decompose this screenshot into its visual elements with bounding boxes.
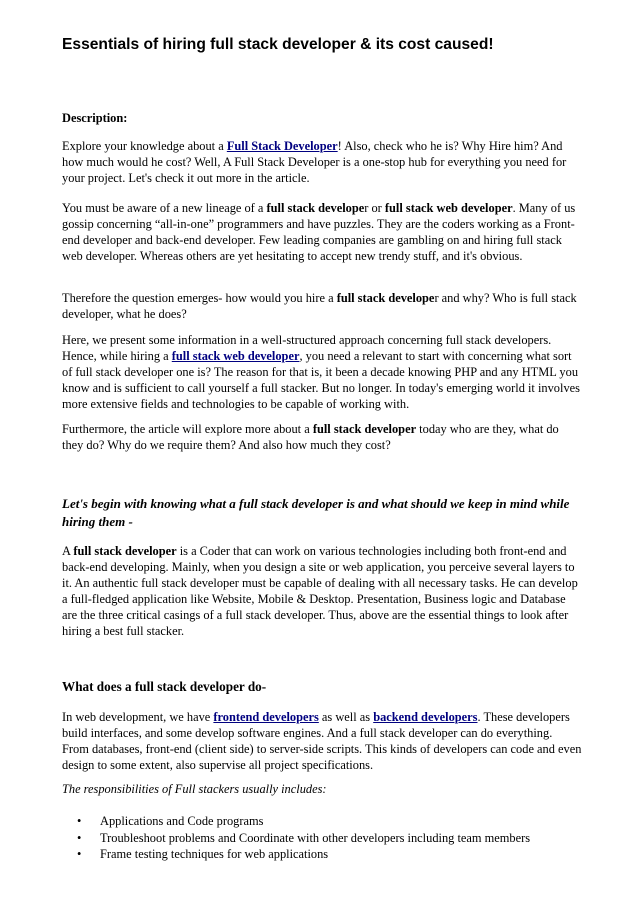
paragraph-definition	[62, 543, 582, 639]
bold-term: full stack develope	[266, 201, 365, 215]
bullet-icon: •	[77, 847, 82, 861]
text-span: Therefore the question emerges- how would you hire a	[62, 291, 337, 305]
text-span: today who are they, what do they do? Why do we require them? And also how much they cost?	[62, 422, 559, 452]
responsibilities-intro: The responsibilities of Full stackers usually includes:	[62, 782, 327, 796]
backend-developers-link[interactable]: backend developers	[373, 710, 478, 724]
text-span: A	[62, 544, 74, 558]
text-span: Here, we present some information in a well-structured approach concerning full stack developers. Hence, while hiring a	[62, 333, 552, 363]
paragraph-web-development	[62, 709, 582, 773]
text-span: Explore your knowledge about a	[62, 139, 227, 153]
bold-term: full stack develope	[336, 291, 435, 305]
text-span: ! Also, check who he is? Why Hire him? And how much would he cost? Well, A Full Stack Developer is a one-stop hub for everything you need for your project. Let's check it out more in the article.	[62, 139, 567, 185]
bold-term: full stack developer	[73, 544, 177, 558]
text-span: In web development, we have	[62, 710, 214, 724]
text-span: r or	[364, 201, 385, 215]
bullet-icon: •	[77, 814, 82, 828]
list-item	[62, 846, 582, 863]
paragraph-information	[62, 332, 582, 412]
bold-term: full stack developer	[312, 422, 417, 436]
text-span: . Many of us gossip concerning “all-in-one” programmers and have puzzles. They are the coders working as a Front-end developer and back-end developer. Few leading companies are gambling on and hiring full stack web developer. Whereas others are yet hesitating to accept new trendy stuff, and it's obvious.	[62, 201, 576, 263]
paragraph-furthermore	[62, 421, 582, 453]
text-span: You must be aware of a new lineage of a	[62, 201, 267, 215]
text-span: , you need a relevant to start with concerning what sort of full stack developer one is? The reason for that is, it been a decade knowing PHP and any HTML you know and is sufficient to call yourself a full stacker. But no longer. In today's emerging world it involves more extensive fields and technologies to be capable of working with.	[62, 349, 580, 411]
section-heading-knowing: Let's begin with knowing what a full stack developer is and what should we keep in mind while hiring them -	[62, 496, 570, 529]
list-item	[62, 830, 582, 847]
section-heading-what-does: What does a full stack developer do-	[62, 679, 267, 694]
text-span: Furthermore, the article will explore more about a	[62, 422, 313, 436]
paragraph-question	[62, 290, 582, 322]
text-span: is a Coder that can work on various technologies including both front-end and back-end developing. Mainly, when you design a site or web application, you perceive several layers to it. An authentic full stack developer must be capable of dealing with all necessary tasks. He can develop a full-fledged application like Website, Mobile & Desktop. Presentation, Business logic and Database are the three critical casings of a full stack developer. Thus, above are the essential things to look after hiring a best full stacker.	[62, 544, 578, 638]
text-span: . These developers build interfaces, and some develop software engines. And a full stack developer can do everything. From databases, front-end (client side) to server-side scripts. This kinds of developers can code and even design to some extent, also supervise all project specifications.	[62, 710, 582, 772]
list-item	[62, 813, 582, 830]
full-stack-web-developer-link[interactable]: full stack web developer	[171, 349, 300, 363]
text-span: r and why? Who is full stack developer, what he does?	[62, 291, 577, 321]
paragraph-lineage	[62, 200, 582, 264]
bold-term: full stack web developer	[384, 201, 513, 215]
frontend-developers-link[interactable]: frontend developers	[213, 710, 319, 724]
paragraph-intro	[62, 138, 582, 186]
text-span: as well as	[318, 710, 374, 724]
full-stack-developer-link[interactable]: Full Stack Developer	[226, 139, 338, 153]
responsibilities-list	[62, 813, 582, 863]
document-title: Essentials of hiring full stack developer & its cost caused!	[62, 36, 494, 53]
list-item-text: Troubleshoot problems and Coordinate with other developers including team members	[100, 830, 531, 845]
list-item-text: Frame testing techniques for web applications	[100, 847, 329, 861]
bullet-icon: •	[77, 830, 82, 845]
description-label: Description:	[62, 111, 128, 125]
list-item-text: Applications and Code programs	[100, 814, 264, 828]
